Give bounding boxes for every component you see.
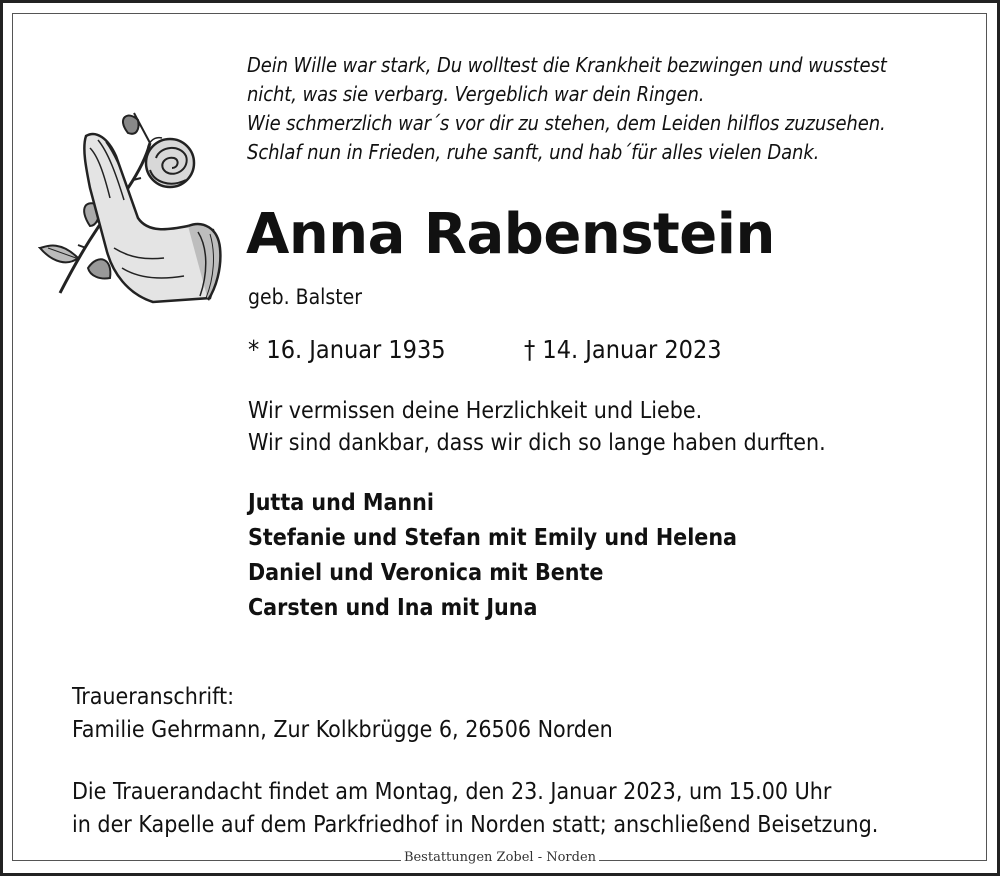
birth-date: * 16. Januar 1935 [248, 335, 446, 364]
service-line: in der Kapelle auf dem Parkfriedhof in Norden statt; anschließend Beisetzung. [72, 812, 879, 838]
mourner-entry: Daniel und Veronica mit Bente [248, 560, 604, 586]
mourners-list [248, 486, 737, 626]
verse-line: nicht, was sie verbarg. Vergeblich war dein Ringen. [247, 82, 705, 106]
address-label: Traueranschrift: [72, 684, 235, 710]
footer-credit: Bestattungen Zobel - Norden [401, 850, 599, 865]
death-date: † 14. Januar 2023 [524, 335, 722, 364]
verse-line: Dein Wille war stark, Du wolltest die Krankheit bezwingen und wusstest [247, 53, 887, 77]
mourning-address [72, 681, 613, 747]
praying-hands-with-rose-icon [38, 108, 223, 308]
memorial-verse [247, 51, 977, 167]
footer-credit-wrap [0, 848, 1000, 868]
address-value: Familie Gehrmann, Zur Kolkbrügge 6, 26506 Norden [72, 717, 613, 743]
thanks-text [248, 395, 826, 459]
verse-line: Schlaf nun in Frieden, ruhe sanft, und hab´für alles vielen Dank. [247, 140, 820, 164]
maiden-name: geb. Balster [248, 285, 363, 309]
mourner-entry: Stefanie und Stefan mit Emily und Helena [248, 525, 738, 551]
mourner-entry: Carsten und Ina mit Juna [248, 595, 538, 621]
verse-line: Wie schmerzlich war´s vor dir zu stehen, dem Leiden hilflos zuzusehen. [247, 111, 886, 135]
deceased-name: Anna Rabenstein [246, 202, 775, 267]
mourner-entry: Jutta und Manni [248, 490, 434, 516]
service-info [72, 776, 878, 842]
thanks-line: Wir vermissen deine Herzlichkeit und Liebe. [248, 398, 703, 424]
service-line: Die Trauerandacht findet am Montag, den 23. Januar 2023, um 15.00 Uhr [72, 779, 832, 805]
thanks-line: Wir sind dankbar, dass wir dich so lange haben durften. [248, 430, 826, 456]
